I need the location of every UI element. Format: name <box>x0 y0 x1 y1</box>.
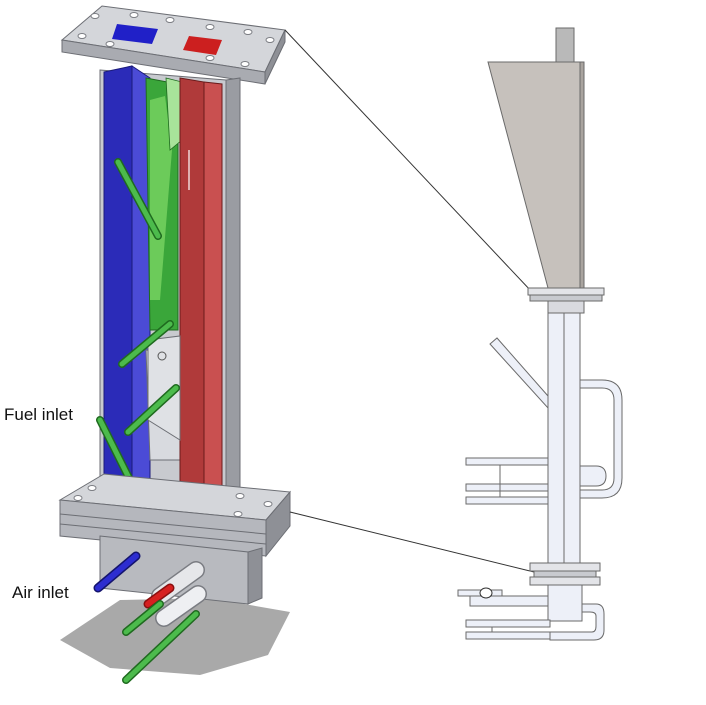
top-flange <box>62 6 285 84</box>
hot-channel <box>180 78 222 514</box>
fuel-inlet-label: Fuel inlet <box>4 405 73 424</box>
air-inlet-label: Air inlet <box>12 583 69 602</box>
side-elevation <box>458 28 622 640</box>
